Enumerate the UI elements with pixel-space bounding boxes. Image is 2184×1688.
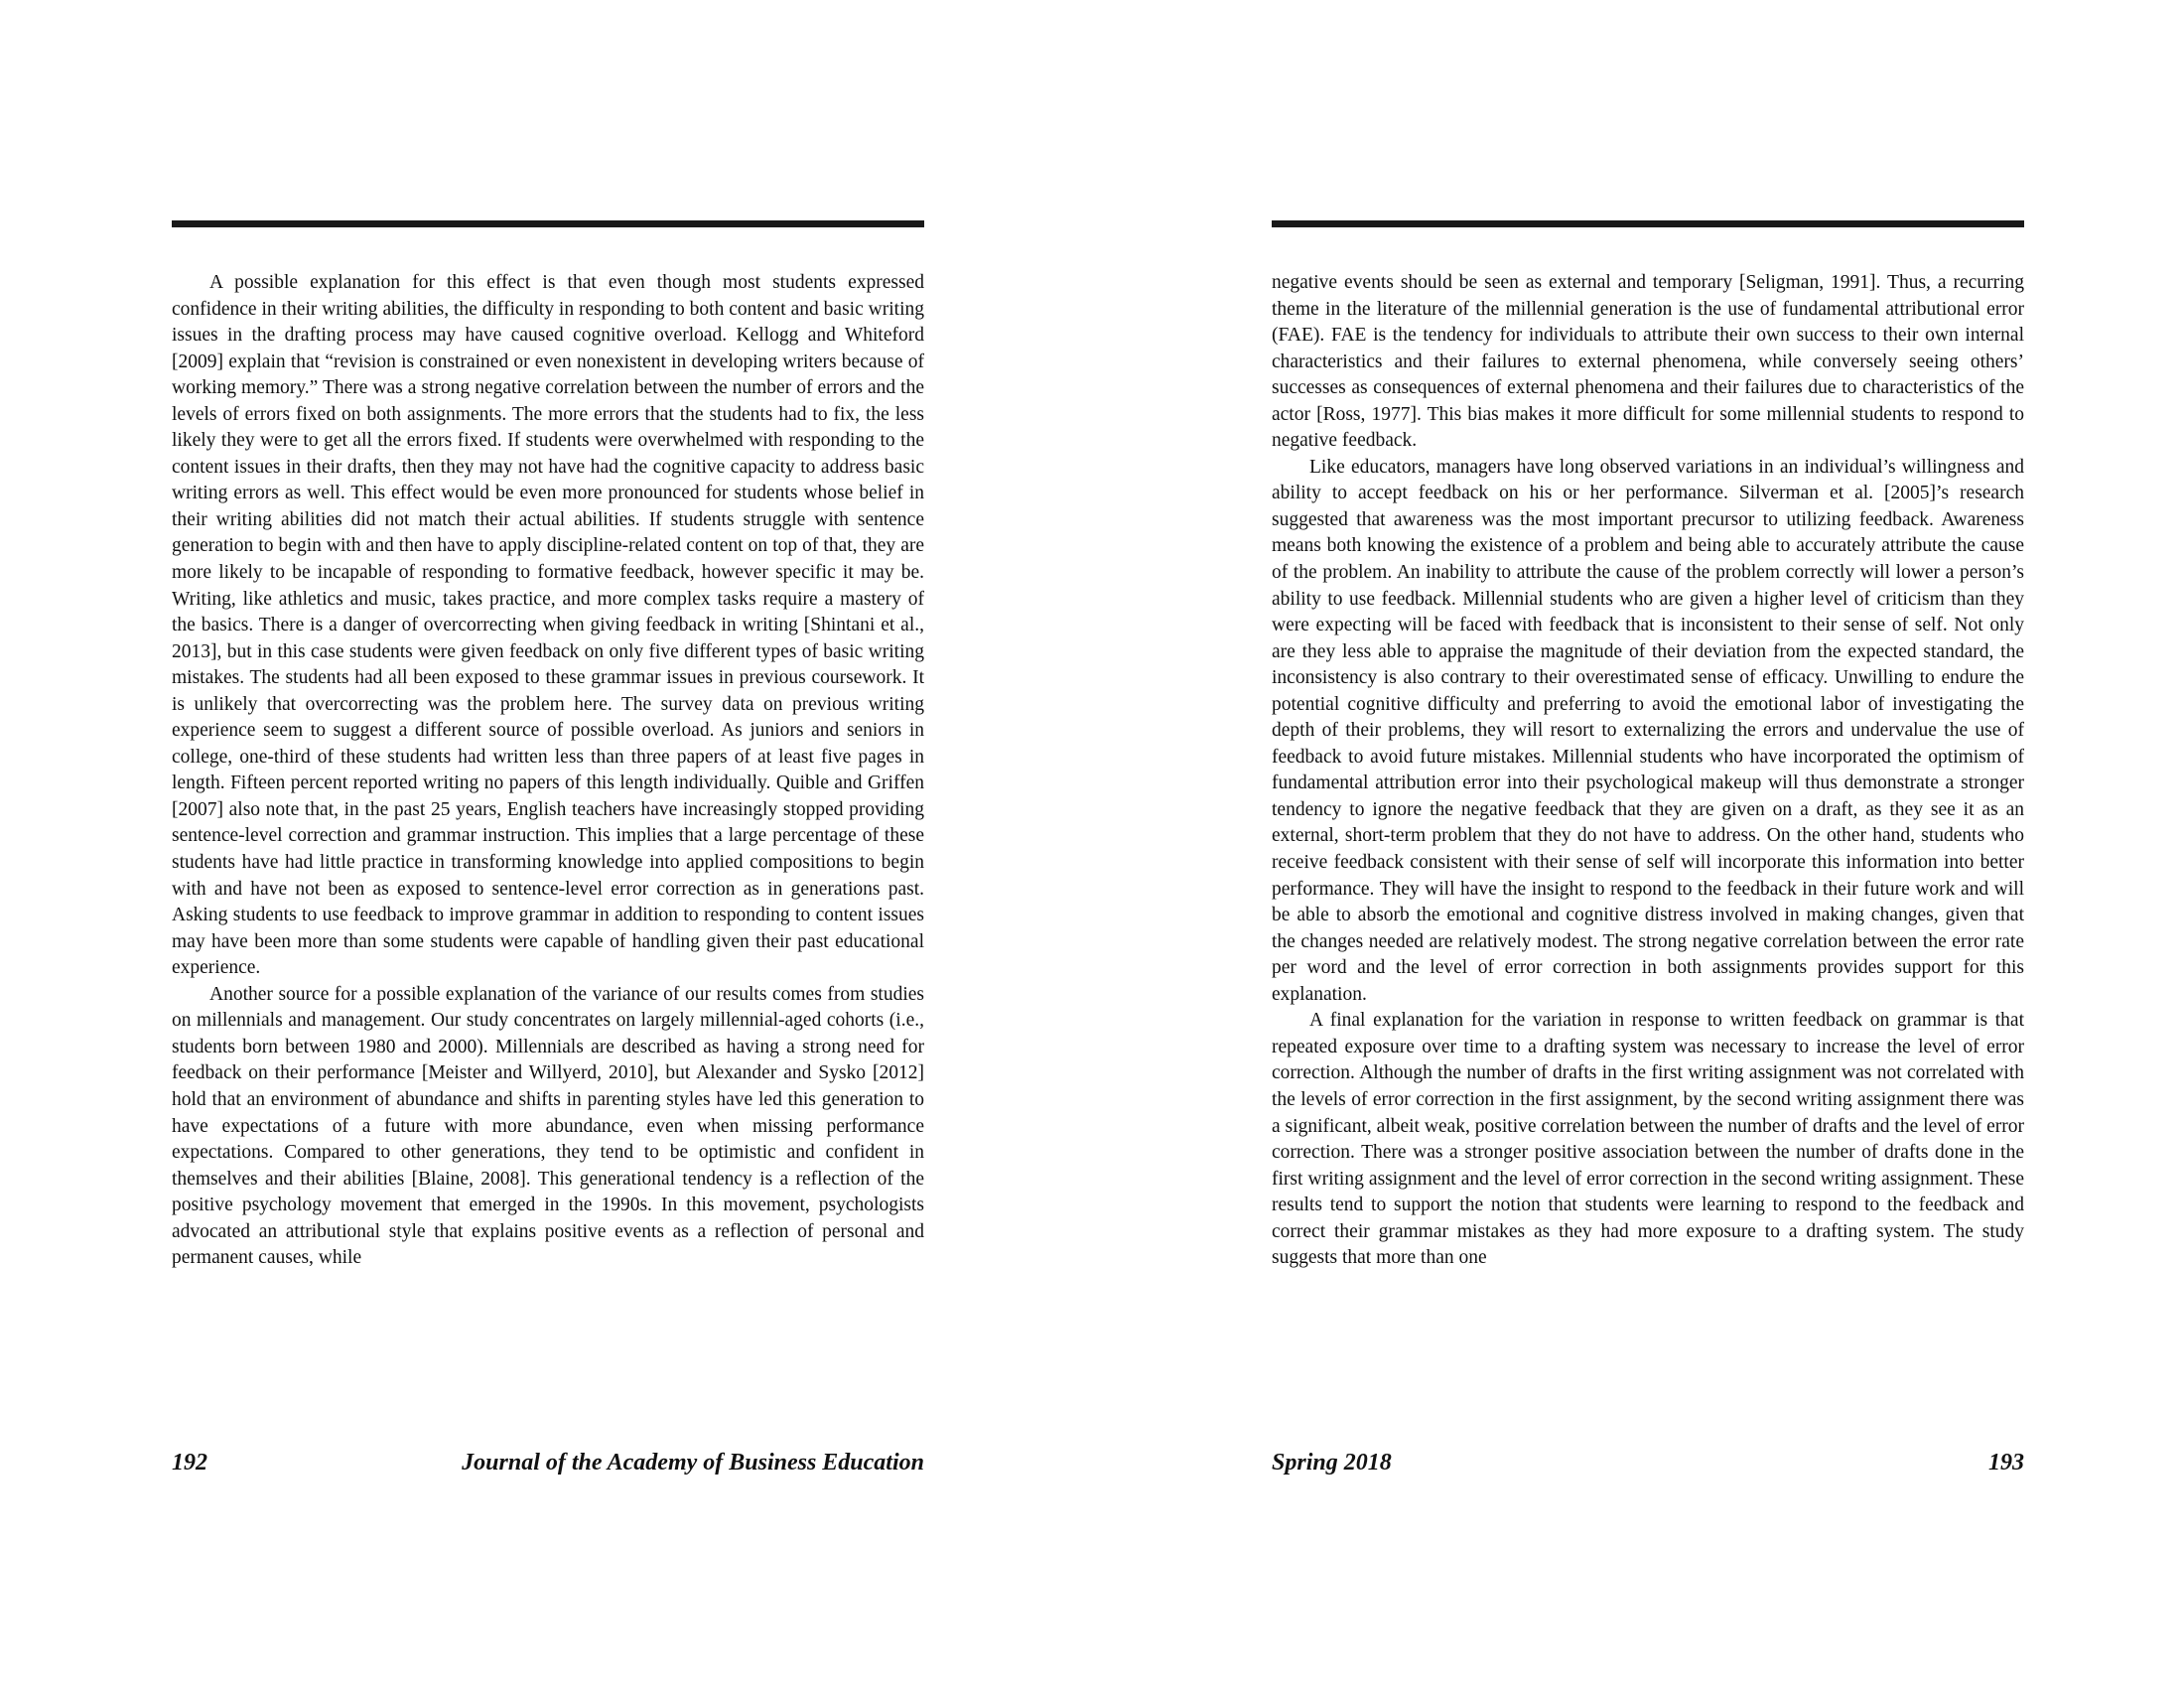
paragraph: A possible explanation for this effect is that even though most students expressed confidence in their writing abilities, the difficulty in responding to both content and basic writing issues in the drafting process may have caused cognitive overload. Kellogg and Whiteford [2009] explain that “revision is constrained or even nonexistent in developing writers because of working memory.” There was a strong negative correlation between the number of errors and the levels of errors fixed on both assignments. The more errors that the students had to fix, the less likely they were to get all the errors fixed. If students were overwhelmed with responding to the content issues in their drafts, then they may not have had the cognitive capacity to address basic writing errors as well. This effect would be even more pronounced for students whose belief in their writing abilities did not match their actual abilities. If students struggle with sentence generation to begin with and then have to apply discipline-related content on top of that, they are more likely to be incapable of responding to formative feedback, however specific it may be. Writing, like athletics and music, takes practice, and more complex tasks require a mastery of the basics. There is a danger of overcorrecting when giving feedback in writing [Shintani et al., 2013], but in this case students were given feedback on only five different types of basic writing mistakes. The students had all been exposed to these grammar issues in previous coursework. It is unlikely that overcorrecting was the problem here. The survey data on previous writing experience seem to suggest a different source of possible overload. As juniors and seniors in college, one-third of these students had written less than three papers of at least five pages in length. Fifteen percent reported writing no papers of this length individually. Quible and Griffen [2007] also note that, in the past 25 years, English teachers have increasingly stopped providing sentence-level correction and grammar instruction. This implies that a large percentage of these students have had little practice in transforming knowledge into applied compositions to begin with and have not been as exposed to sentence-level error correction as in generations past. Asking students to use feedback to improve grammar in addition to responding to content issues may have been more than some students were capable of handling given their past educational experience. xyxy=(172,272,924,979)
right-page-body xyxy=(1272,270,2024,1402)
issue-label: Spring 2018 xyxy=(1272,1450,1392,1476)
header-rule xyxy=(1272,220,2024,227)
paragraph: Another source for a possible explanation of the variance of our results comes from studies on millennials and management. Our study concentrates on largely millennial-aged cohorts (i.e., students born between 1980 and 2000). Millennials are described as having a strong need for feedback on their performance [Meister and Willyerd, 2010], but Alexander and Sysko [2012] hold that an environment of abundance and shifts in parenting styles have led this generation to have expectations of a future with more abundance, even when missing performance expectations. Compared to other generations, they tend to be optimistic and confident in themselves and their abilities [Blaine, 2008]. This generational tendency is a reflection of the positive psychology movement that emerged in the 1990s. In this movement, psychologists advocated an attributional style that explains positive events as a reflection of personal and permanent causes, while xyxy=(172,983,924,1269)
paragraph: A final explanation for the variation in response to written feedback on grammar is that repeated exposure over time to a drafting system was necessary to increase the level of error correction. Although the number of drafts in the first writing assignment was not correlated with the levels of error correction in the first assignment, by the second writing assignment there was a significant, albeit weak, positive correlation between the number of drafts and the level of error correction. There was a stronger positive association between the number of drafts done in the first writing assignment and the level of error correction in the second writing assignment. These results tend to support the notion that students were learning to respond to the feedback and correct their grammar mistakes as they had more exposure to a drafting system. The study suggests that more than one xyxy=(1272,1010,2024,1269)
right-page xyxy=(1272,0,2024,1688)
paragraph: negative events should be seen as external and temporary [Seligman, 1991]. Thus, a recurring theme in the literature of the millennial generation is the use of fundamental attributional error (FAE). FAE is the tendency for individuals to attribute their own success to their own internal characteristics and their failures to external phenomena, while conversely seeing others’ successes as consequences of external phenomena and their failures due to characteristics of the actor [Ross, 1977]. This bias makes it more difficult for some millennial students to respond to negative feedback. xyxy=(1272,272,2024,452)
paragraph: Like educators, managers have long observed variations in an individual’s willingness and ability to accept feedback on his or her performance. Silverman et al. [2005]’s research suggested that awareness was the most important precursor to utilizing feedback. Awareness means both knowing the existence of a problem and being able to accurately attribute the cause of the problem. An inability to attribute the cause of the problem correctly will lower a person’s ability to use feedback. Millennial students who are given a higher level of criticism than they were expecting will be faced with feedback that is inconsistent to their sense of self. Not only are they less able to appraise the magnitude of their deviation from the expected standard, the inconsistency is also contrary to their overestimated sense of efficacy. Unwilling to endure the potential cognitive difficulty and preferring to avoid the emotional labor of investigating the depth of their problems, they will resort to externalizing the errors and undervalue the use of feedback to avoid future mistakes. Millennial students who have incorporated the optimism of fundamental attribution error into their psychological makeup will thus demonstrate a stronger tendency to ignore the negative feedback that they are given on a draft, as they see it as an external, short-term problem that they do not have to address. On the other hand, students who receive feedback consistent with their sense of self will incorporate this information into better performance. They will have the insight to respond to the feedback in their future work and will be able to absorb the emotional and cognitive distress involved in making changes, given that the changes needed are relatively modest. The strong negative correlation between the error rate per word and the level of error correction in both assignments provides support for this explanation. xyxy=(1272,456,2024,1005)
page-number: 193 xyxy=(1988,1450,2024,1476)
page-number: 192 xyxy=(172,1450,207,1476)
left-page xyxy=(172,0,924,1688)
header-rule xyxy=(172,220,924,227)
left-page-body xyxy=(172,270,924,1402)
right-page-footer xyxy=(1272,1450,2024,1481)
left-page-footer xyxy=(172,1450,924,1481)
journal-title: Journal of the Academy of Business Education xyxy=(462,1450,924,1476)
